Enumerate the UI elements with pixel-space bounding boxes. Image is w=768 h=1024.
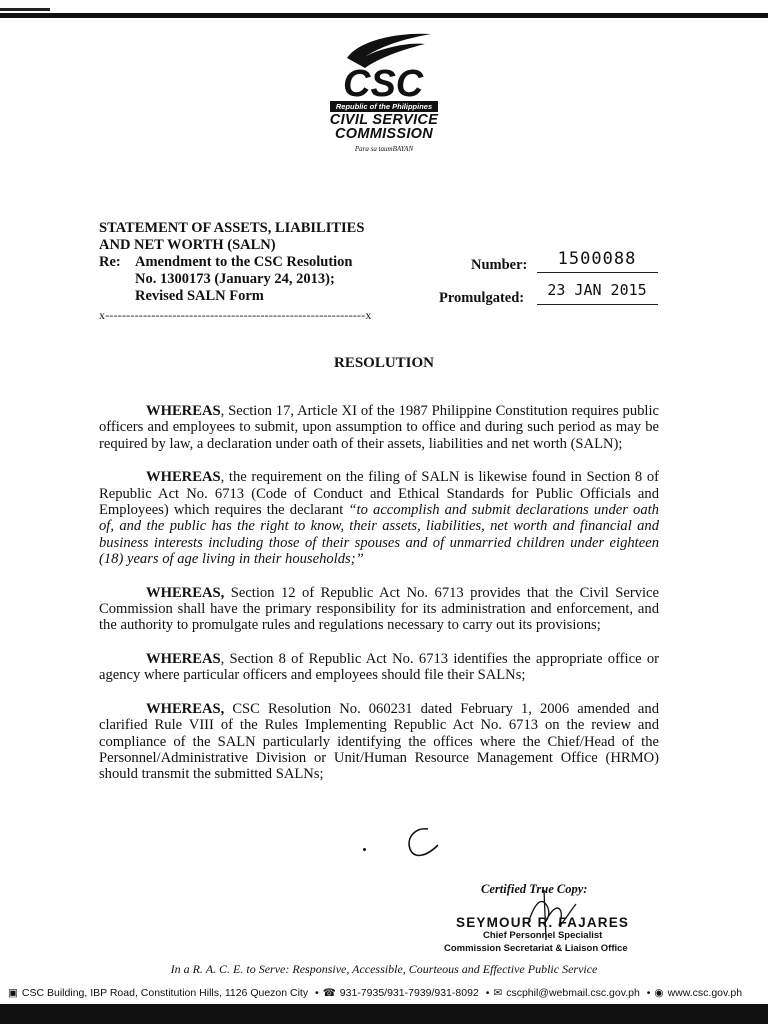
paragraph-text: CSC Resolution No. 060231 dated February 1, 2006 amended and clarified Rule VIII of the Rules Implementing Republic Act No. 6713 on the review and compliance of the SALN particularly identifying the offices where the Chief/Head of the Personnel/Administrative Division or Unit/Human Resource Management Office (HRMO) should transmit the submitted SALNs; [99,700,659,783]
signer-name: SEYMOUR R. FAJARES [456,915,630,930]
csc-letterhead-logo [318,28,450,156]
re-line2: No. 1300173 (January 24, 2013); [135,271,335,287]
paragraph-text: , Section 17, Article XI of the 1987 Philippine Constitution requires public officers and employees to submit, upon assumption to office and during such period as may be required by law, a declaration under oath of their assets, liabilities and net worth (SALN); [99,403,659,452]
footer-email: cscphil@webmail.csc.gov.ph [506,987,640,999]
logo-text: CSC [343,63,424,100]
resolution-body [99,403,659,800]
promulgated-underline [537,304,658,305]
republic-banner: Republic of the Philippines [330,101,438,112]
csc-swoosh-logo-icon [329,28,439,100]
paragraph-lead: WHEREAS [146,403,221,419]
signer-office: Commission Secretariat & Liaison Office [444,943,628,954]
paragraph-quote: “to accomplish and submit declarations under oath of, and the public has the right to know, their assets, liabilities, net worth and financial and business interests including those of their spouses and of unmarried children under eighteen (18) years of age living in their households;” [99,502,659,568]
re-line3: Revised SALN Form [135,288,264,304]
paragraph-text: Section 12 of Republic Act No. 6713 provides that the Civil Service Commission shall have the primary responsibility for its administration and enforcement, and the authority to promulgate rules and regulations necessary to carry out its provisions; [99,584,659,634]
whereas-paragraph-5 [99,701,659,783]
number-label: Number: [471,257,528,273]
number-value: 1500088 [557,249,637,269]
whereas-paragraph-3 [99,585,659,634]
paragraph-lead: WHEREAS, [146,584,225,601]
paragraph-lead: WHEREAS, [146,700,225,717]
handwritten-initial-icon [398,823,446,863]
phone-icon: ☎ [322,987,336,999]
building-icon: ▣ [8,987,18,999]
race-motto: In a R. A. C. E. to Serve: Responsive, Accessible, Courteous and Effective Public Service [170,962,598,976]
re-line1: Amendment to the CSC Resolution [135,254,353,270]
whereas-paragraph-2 [99,469,659,567]
whereas-paragraph-4 [99,651,659,684]
resolution-heading: RESOLUTION [333,355,435,371]
paragraph-text: , Section 8 of Republic Act No. 6713 identifies the appropriate office or agency where particular officers and employees should file their SALNs; [99,650,659,684]
email-icon: ✉ [493,987,503,999]
number-underline [537,272,658,273]
paragraph-lead: WHEREAS [146,469,221,486]
footer-phones: 931-7935/931-7939/931-8092 [339,987,479,999]
top-border-rule [0,13,768,18]
commission-motto: Para sa taumBAYAN [354,145,414,153]
subject-line1: STATEMENT OF ASSETS, LIABILITIES [99,220,365,236]
subject-line2: AND NET WORTH (SALN) [99,237,276,253]
commission-name-line2: COMMISSION [334,126,434,142]
promulgated-value: 23 JAN 2015 [547,281,647,299]
section-divider: x--------------------------------------------------------------x [99,308,372,322]
paragraph-lead: WHEREAS [146,650,221,667]
whereas-paragraph-1 [99,403,659,452]
promulgated-label: Promulgated: [439,290,525,306]
bottom-border [0,1004,768,1024]
commission-name-line1: CIVIL SERVICE [329,112,439,128]
website-icon: ◉ [654,987,664,999]
ink-dot [363,848,366,851]
footer-address: CSC Building, IBP Road, Constitution Hills, 1126 Quezon City [21,987,309,999]
subject-block [99,220,364,305]
footer-website: www.csc.gov.ph [667,987,743,999]
footer-contact: ▣ CSC Building, IBP Road, Constitution Hills, 1126 Quezon City • ☎ 931-7935/931-7939/931-8092 • ✉ cscphil@webmail.csc.gov.ph • ◉ www.csc.gov.ph [8,987,743,999]
certified-true-copy-label: Certified True Copy: [481,882,588,896]
scan-mark [0,8,50,11]
paragraph-text: , the requirement on the filing of SALN is likewise found in Section 8 of Republic Act No. 6713 (Code of Conduct and Ethical Standards for Public Officials and Employees) which requires the declarant [99,469,659,519]
re-label: Re: [99,254,121,270]
signer-title: Chief Personnel Specialist [483,930,603,941]
